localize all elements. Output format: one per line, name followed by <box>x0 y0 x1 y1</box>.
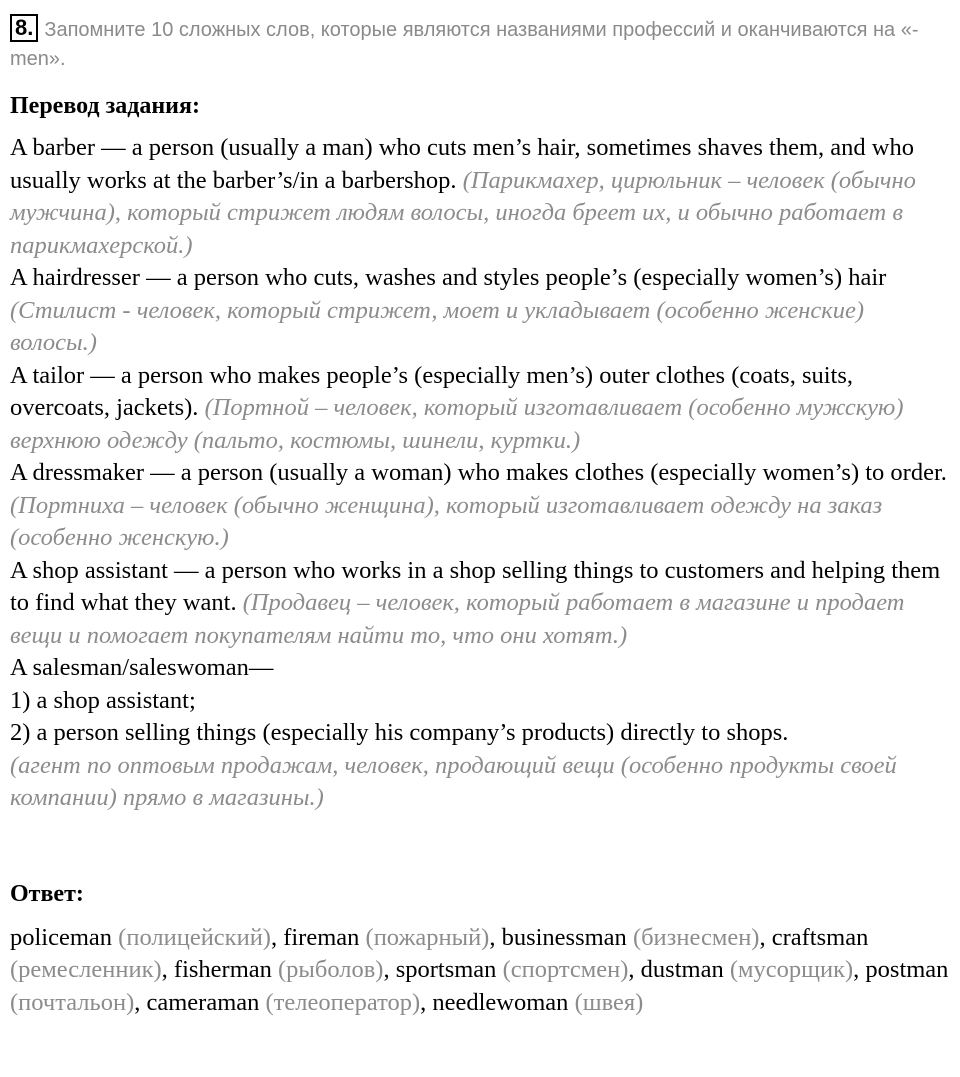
answer-list: policeman (полицейский), fireman (пожарный), businessman (бизнесмен), craftsman (ремесленник), fisherman (рыболов), sportsman (спортсмен), dustman (мусорщик), postman (почтальон), cameraman (телеоператор), needlewoman (швея) <box>10 923 949 1016</box>
section-spacer <box>10 815 950 880</box>
entry-en: A shop assistant — a person who works in a shop selling things to customers and helping them to find what they want. <box>10 556 941 616</box>
entry-shop-assistant <box>10 555 950 653</box>
answer-en: dustman <box>640 956 724 983</box>
entry-en: A barber — a person (usually a man) who cuts men’s hair, sometimes shaves them, and who usually works at the barber’s/in a barbershop. <box>10 134 914 194</box>
entry-hairdresser <box>10 262 950 360</box>
answer-en: policeman <box>10 923 113 951</box>
answer-ru: (рыболов) <box>278 956 384 983</box>
task-statement <box>10 14 950 74</box>
entry-salesman-ru: (агент по оптовым продажам, человек, продающий вещи (особенно продукты своей компании) прямо в магазины.) <box>10 751 897 811</box>
entry-barber <box>10 132 950 262</box>
answer-ru: (мусорщик) <box>729 956 854 983</box>
task-number: 8. <box>10 14 38 42</box>
answer-ru: (спортсмен) <box>502 956 629 983</box>
answer-en: sportsman <box>395 956 497 983</box>
answer-ru: (пожарный) <box>365 923 490 951</box>
answer-en: craftsman <box>771 923 869 951</box>
entry-ru: (Стилист - человек, который стрижет, моет и укладывает (особенно женские) волосы.) <box>10 296 865 356</box>
entry-salesman-item-1: 1) a shop assistant; <box>10 686 196 714</box>
answer-en: fireman <box>283 923 360 951</box>
entry-salesman-item-2: 2) a person selling things (especially his company’s products) directly to shops. <box>10 719 789 746</box>
answer-ru: (бизнесмен) <box>632 923 760 951</box>
answer-en: cameraman <box>146 988 260 1016</box>
entry-tailor <box>10 360 950 458</box>
entry-dressmaker <box>10 457 950 555</box>
translation-body <box>10 132 950 815</box>
entry-en: A hairdresser — a person who cuts, washes and styles people’s (especially women’s) hair <box>10 264 887 291</box>
answer-ru: (телеоператор) <box>265 988 421 1016</box>
answer-ru: (швея) <box>574 988 644 1016</box>
task-text: Запомните 10 сложных слов, которые являются названиями профессий и оканчиваются на «-men». <box>10 19 919 70</box>
answer-en: needlewoman <box>432 988 569 1016</box>
entry-ru: (Портниха – человек (обычно женщина), который изготавливает одежду на заказ (особенно женскую.) <box>10 491 883 551</box>
entry-ru: (Продавец – человек, который работает в магазине и продает вещи и помогает покупателям найти то, что они хотят.) <box>10 589 905 649</box>
answer-en: businessman <box>501 923 627 951</box>
answer-ru: (почтальон) <box>10 988 135 1016</box>
entry-en: A dressmaker — a person (usually a woman) who makes clothes (especially women’s) to order. <box>10 459 947 486</box>
answer-ru: (ремесленник) <box>10 956 162 983</box>
answer-ru: (полицейский) <box>118 923 271 951</box>
entry-en: A tailor — a person who makes people’s (especially men’s) outer clothes (coats, suits, overcoats, jackets). <box>10 361 854 421</box>
entry-ru: (Портной – человек, который изготавливает (особенно мужскую) верхнюю одежду (пальто, костюмы, шинели, куртки.) <box>10 394 904 454</box>
answer-en: fisherman <box>173 956 272 983</box>
translation-heading: Перевод задания: <box>10 93 200 119</box>
answer-en: postman <box>865 956 949 983</box>
entry-ru: (Парикмахер, цирюльник – человек (обычно мужчина), который стрижет людям волосы, иногда бреет их, и обычно работает в парикмахерской.) <box>10 166 916 259</box>
entry-salesman-title: A salesman/saleswoman— <box>10 654 274 681</box>
answer-heading: Ответ: <box>10 880 84 907</box>
